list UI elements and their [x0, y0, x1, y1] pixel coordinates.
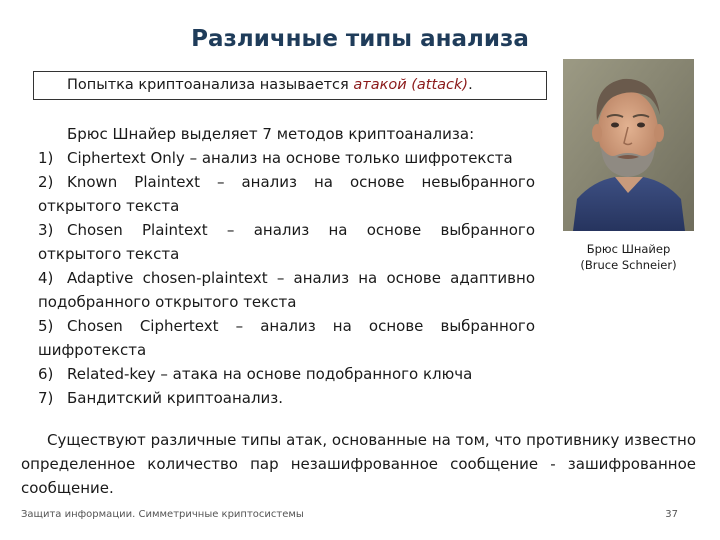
list-item — [38, 146, 535, 170]
portrait-photo — [563, 59, 694, 231]
item-number: 4) — [38, 269, 54, 287]
attacks-paragraph: Существуют различные типы атак, основанные на том, что противнику известно определенное количество пар незашифрованное сообщение - зашифрованное сообщение. — [21, 431, 696, 497]
item-number: 7) — [38, 389, 54, 407]
item-text: Бандитский криптоанализ. — [67, 389, 284, 407]
list-item — [38, 386, 535, 410]
definition-suffix: . — [468, 77, 473, 93]
item-text: Chosen Plaintext – анализ на основе выбранного открытого текста — [38, 221, 535, 263]
item-number: 5) — [38, 317, 54, 335]
list-item — [38, 218, 535, 266]
list-item — [38, 314, 535, 362]
methods-intro: Брюс Шнайер выделяет 7 методов криптоанализа: — [67, 125, 475, 143]
eye-left — [611, 123, 619, 128]
item-number: 6) — [38, 365, 54, 383]
portrait-illustration — [563, 59, 694, 231]
list-item — [38, 170, 535, 218]
item-text: Chosen Ciphertext – анализ на основе выбранного шифротекста — [38, 317, 535, 359]
eye-right — [637, 123, 645, 128]
list-item — [38, 362, 535, 386]
item-text: Ciphertext Only – анализ на основе только шифротекста — [67, 149, 513, 167]
definition-prefix: Попытка криптоанализа называется — [67, 77, 354, 93]
ear-left — [592, 124, 602, 142]
caption-latin-name: (Bruce Schneier) — [580, 258, 677, 272]
item-text: Known Plaintext – анализ на основе невыбранного открытого текста — [38, 173, 535, 215]
ear-right — [654, 124, 664, 142]
page-number: 37 — [665, 509, 678, 520]
item-number: 2) — [38, 173, 54, 191]
caption-name: Брюс Шнайер — [586, 242, 671, 256]
item-number: 1) — [38, 149, 54, 167]
portrait-caption — [560, 241, 697, 273]
definition-term: атакой (attack) — [353, 77, 469, 93]
methods-list — [38, 122, 535, 410]
slide-title: Различные типы анализа — [191, 26, 529, 52]
definition-box — [33, 71, 547, 100]
footer-note: Защита информации. Симметричные криптосистемы — [21, 509, 304, 520]
item-number: 3) — [38, 221, 54, 239]
item-text: Adaptive chosen-plaintext – анализ на основе адаптивно подобранного открытого текста — [38, 269, 535, 311]
item-text: Related-key – атака на основе подобранного ключа — [67, 365, 473, 383]
list-item — [38, 266, 535, 314]
